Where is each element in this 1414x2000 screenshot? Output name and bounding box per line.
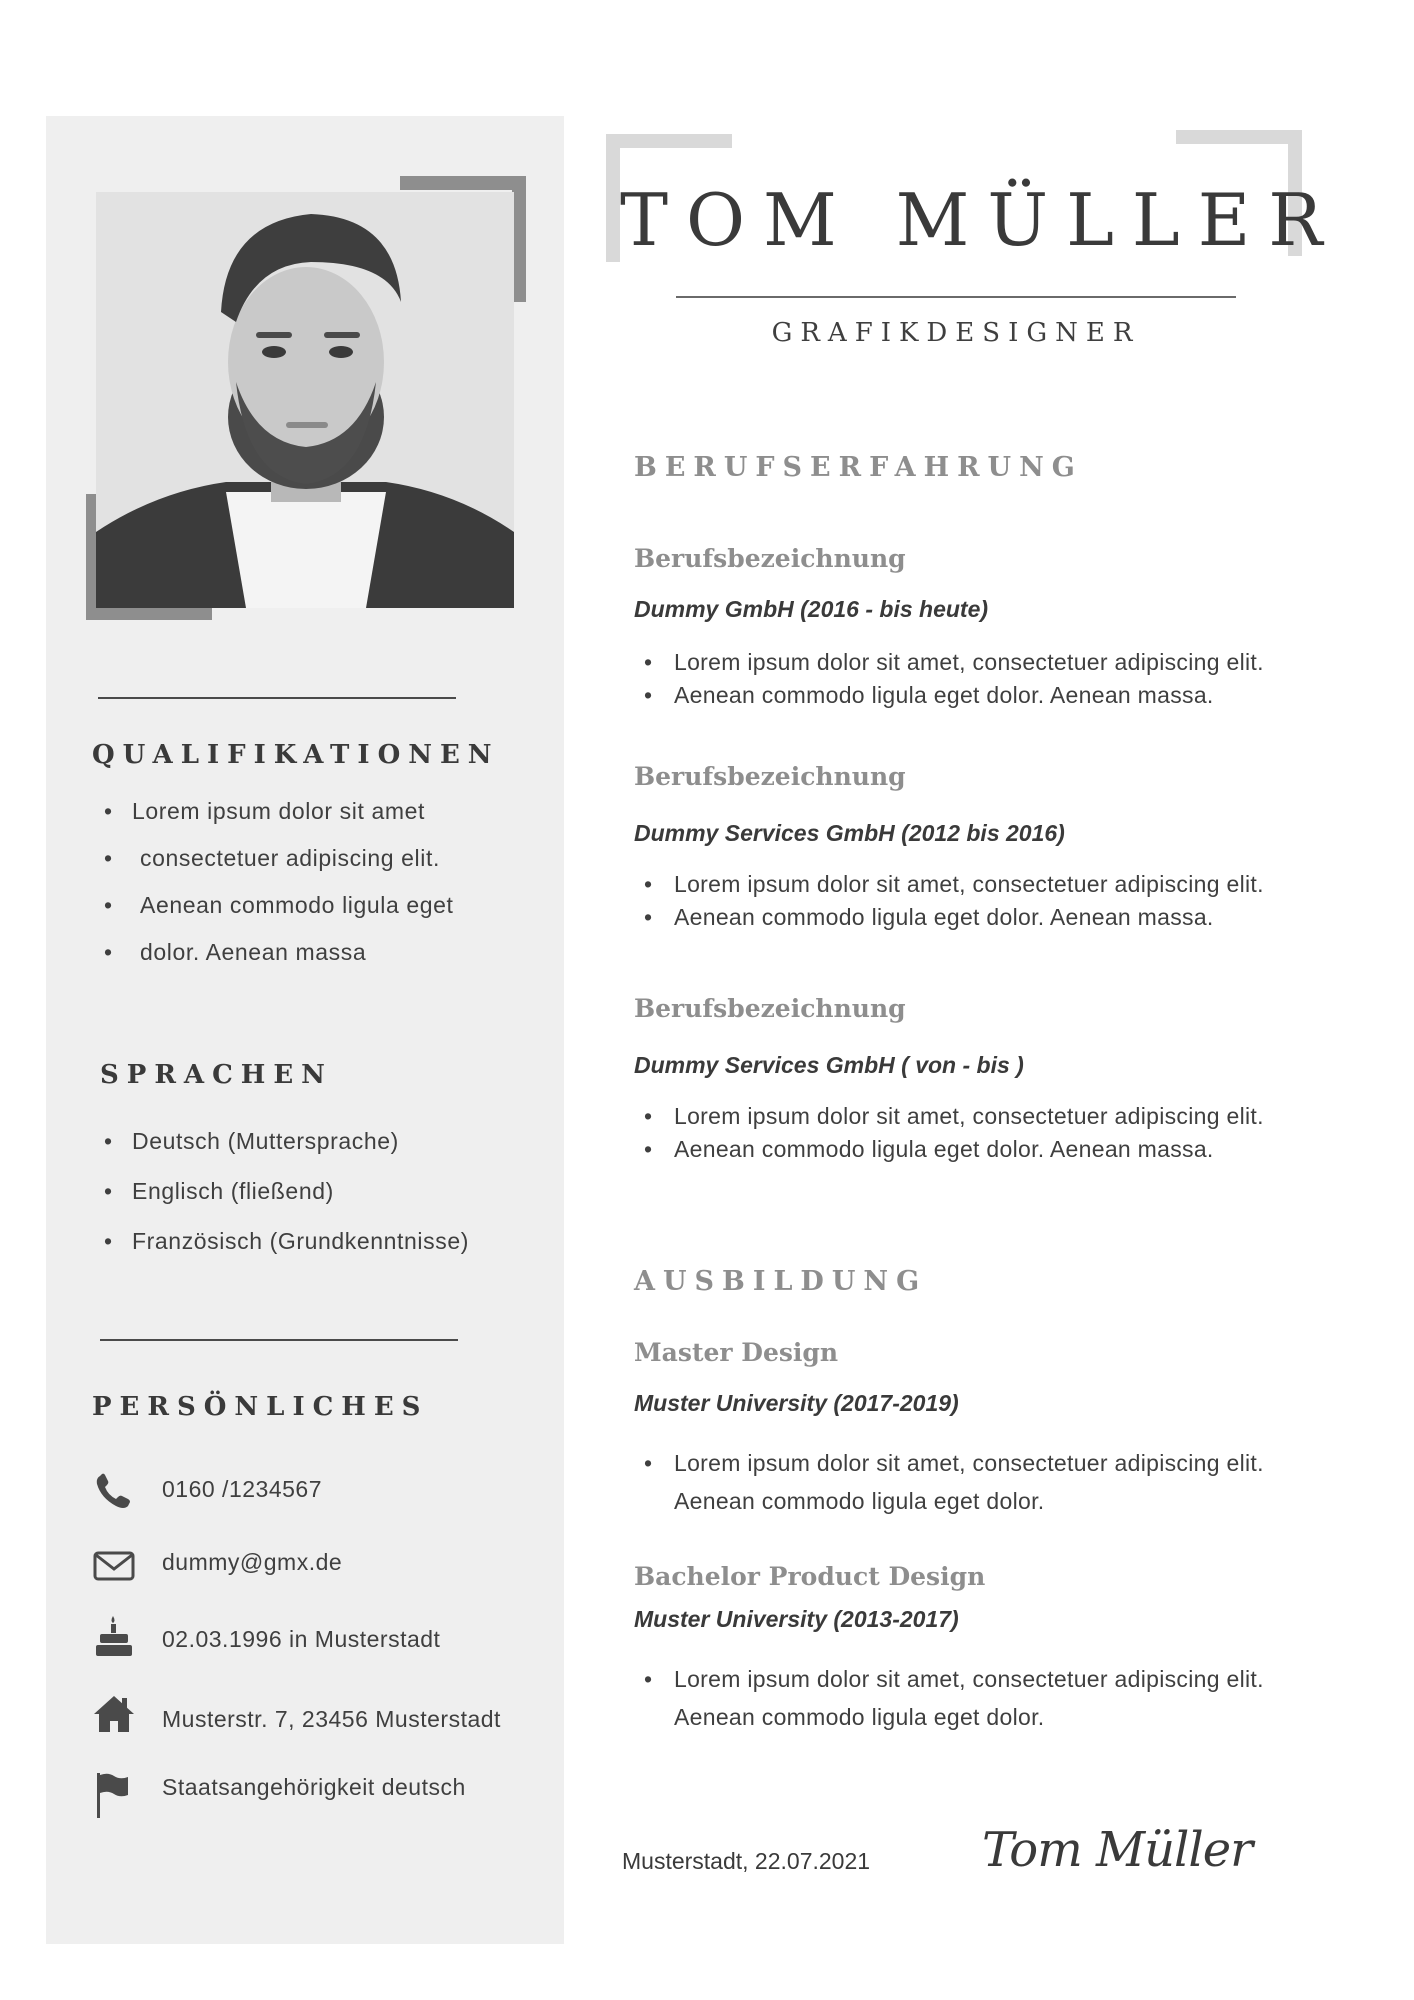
qualification-item: • Lorem ipsum dolor sit amet [104, 798, 454, 845]
experience-title: Berufsbezeichnung [634, 762, 906, 791]
flag-icon [92, 1768, 136, 1818]
applicant-name: TOM MÜLLER [620, 178, 1341, 262]
phone-icon [92, 1470, 136, 1514]
qualification-item: • consectetuer adipiscing elit. [104, 845, 454, 892]
home-icon [92, 1692, 136, 1736]
qualifications-heading: QUALIFIKATIONEN [92, 740, 500, 770]
education-bullets [634, 1660, 1314, 1736]
experience-company: Dummy GmbH (2016 - bis heute) [634, 596, 989, 622]
education-bullets [634, 1444, 1314, 1520]
profile-photo [96, 192, 514, 608]
job-title: GRAFIKDESIGNER [771, 318, 1141, 348]
contact-address [92, 1692, 532, 1736]
language-item: • Französisch (Grundkenntnisse) [104, 1228, 469, 1278]
languages-list [104, 1128, 469, 1278]
experience-bullet: • Lorem ipsum dolor sit amet, consectetuer adipiscing elit. [634, 1100, 1264, 1133]
language-item: • Englisch (fließend) [104, 1178, 469, 1228]
experience-bullet: • Aenean commodo ligula eget dolor. Aenean massa. [634, 679, 1264, 712]
contact-nationality [92, 1768, 532, 1812]
experience-bullet: • Aenean commodo ligula eget dolor. Aenean massa. [634, 1133, 1264, 1166]
experience-bullet: • Lorem ipsum dolor sit amet, consectetuer adipiscing elit. [634, 646, 1264, 679]
sidebar-divider-top [98, 697, 456, 699]
email-address: dummy@gmx.de [162, 1549, 343, 1575]
experience-heading: BERUFSERFAHRUNG [634, 452, 1083, 483]
birth-date-place: 02.03.1996 in Musterstadt [162, 1626, 441, 1652]
portrait-illustration [96, 192, 514, 608]
sidebar-divider-bottom [100, 1339, 458, 1341]
personal-heading: PERSÖNLICHES [92, 1392, 429, 1422]
experience-bullets [634, 1100, 1264, 1166]
education-bullet: • Lorem ipsum dolor sit amet, consectetuer adipiscing elit. Aenean commodo ligula eget dolor. [634, 1660, 1314, 1736]
experience-bullet: • Aenean commodo ligula eget dolor. Aenean massa. [634, 901, 1264, 934]
nationality: Staatsangehörigkeit deutsch [162, 1774, 466, 1800]
name-underline [676, 296, 1236, 298]
qualifications-list [104, 798, 454, 986]
contact-phone [92, 1470, 532, 1514]
experience-bullets [634, 646, 1264, 712]
address: Musterstr. 7, 23456 Musterstadt [162, 1706, 501, 1732]
education-school: Muster University (2017-2019) [634, 1390, 959, 1416]
contact-birth [92, 1614, 532, 1658]
qualification-item: • Aenean commodo ligula eget [104, 892, 454, 939]
experience-company: Dummy Services GmbH ( von - bis ) [634, 1052, 1024, 1078]
contact-email [92, 1543, 532, 1587]
education-title: Bachelor Product Design [634, 1562, 986, 1591]
phone-number: 0160 /1234567 [162, 1476, 322, 1502]
education-heading: AUSBILDUNG [634, 1266, 928, 1297]
experience-company: Dummy Services GmbH (2012 bis 2016) [634, 820, 1065, 846]
birthday-cake-icon [92, 1614, 136, 1658]
experience-bullet: • Lorem ipsum dolor sit amet, consectetuer adipiscing elit. [634, 868, 1264, 901]
experience-title: Berufsbezeichnung [634, 994, 906, 1023]
education-bullet: • Lorem ipsum dolor sit amet, consectetuer adipiscing elit. Aenean commodo ligula eget dolor. [634, 1444, 1314, 1520]
education-title: Master Design [634, 1338, 839, 1367]
education-school: Muster University (2013-2017) [634, 1606, 959, 1632]
place-and-date: Musterstadt, 22.07.2021 [622, 1848, 871, 1874]
languages-heading: SPRACHEN [100, 1060, 333, 1090]
experience-bullets [634, 868, 1264, 934]
language-item: • Deutsch (Muttersprache) [104, 1128, 469, 1178]
envelope-icon [92, 1543, 136, 1587]
qualification-item: • dolor. Aenean massa [104, 939, 454, 986]
signature: Tom Müller [982, 1822, 1253, 1878]
experience-title: Berufsbezeichnung [634, 544, 906, 573]
